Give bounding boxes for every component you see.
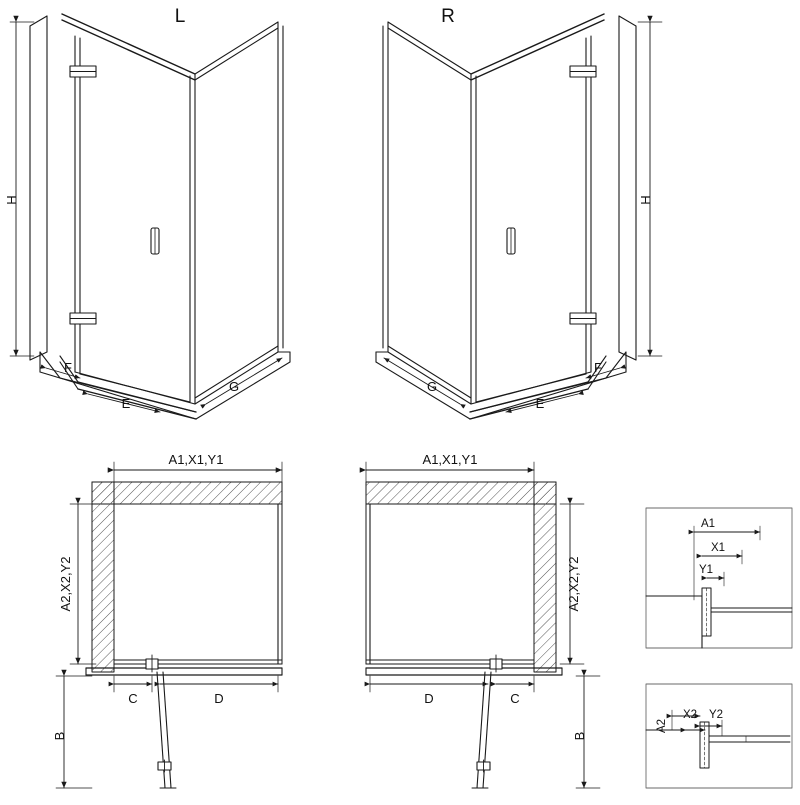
detail-view-bottom [646,684,792,788]
dim-label-G-right: G [426,379,438,394]
dim-label-F-right: F [594,360,602,375]
dim-label-plan-right-D: D [424,691,434,706]
plan-view-right [366,462,600,788]
dim-label-plan-right-C: C [510,691,520,706]
plan-view-left [56,462,282,788]
dim-label-plan-right-top: A1,X1,Y1 [422,452,478,467]
view-label-left: L [174,6,186,27]
detail-label-Y1: Y1 [698,564,714,576]
detail-view-top [646,508,792,648]
detail-label-X2: X2 [682,709,698,721]
dim-label-plan-left-B: B [52,731,67,741]
detail-label-A2: A2 [656,718,668,734]
iso-view-right [376,14,662,419]
dim-label-E-left: E [121,396,131,411]
dim-label-F-left: F [64,360,72,375]
dim-label-H-right: H [638,195,653,205]
iso-view-left [10,14,290,419]
dim-label-plan-right-side: A2,X2,Y2 [566,556,581,612]
dim-label-G-left: G [228,379,240,394]
dim-label-plan-left-top: A1,X1,Y1 [168,452,224,467]
dim-label-E-right: E [535,396,545,411]
dim-label-H-left: H [4,195,19,205]
dim-label-plan-right-B: B [572,731,587,741]
view-label-right: R [441,6,455,27]
detail-label-X1: X1 [710,542,726,554]
detail-label-Y2: Y2 [708,709,724,721]
dim-label-plan-left-C: C [128,691,138,706]
dim-label-plan-left-side: A2,X2,Y2 [58,556,73,612]
dim-label-plan-left-D: D [214,691,224,706]
detail-label-A1: A1 [700,518,716,530]
